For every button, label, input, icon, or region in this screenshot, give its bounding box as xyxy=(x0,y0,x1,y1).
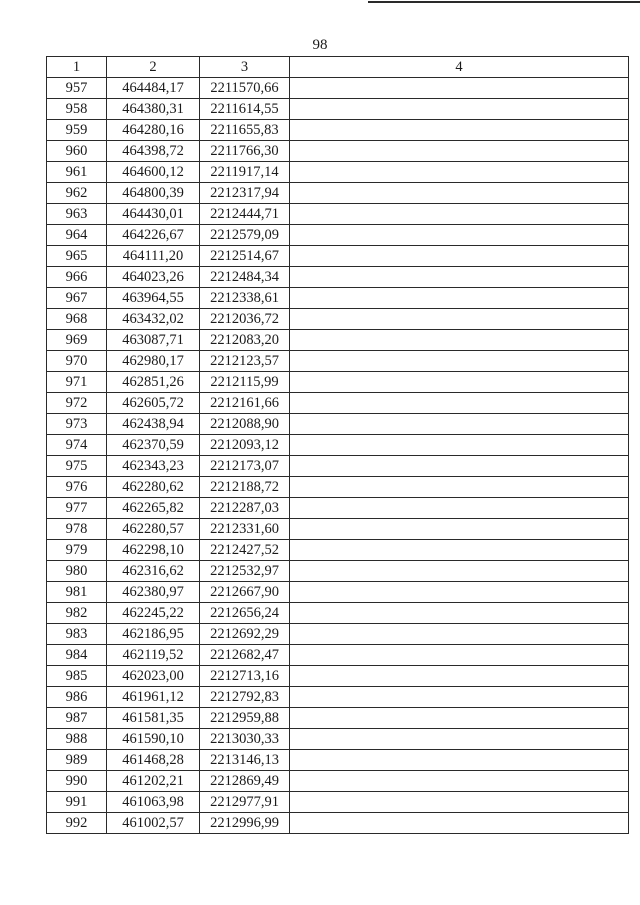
cell-x-coordinate: 462370,59 xyxy=(107,435,200,456)
table-row xyxy=(47,162,629,183)
cell-y-coordinate: 2211917,14 xyxy=(200,162,290,183)
cell-x-coordinate: 461961,12 xyxy=(107,687,200,708)
cell-point-number: 983 xyxy=(47,624,107,645)
cell-y-coordinate: 2212123,57 xyxy=(200,351,290,372)
cell-notes xyxy=(290,456,629,477)
table-row xyxy=(47,477,629,498)
cell-x-coordinate: 461063,98 xyxy=(107,792,200,813)
cell-notes xyxy=(290,792,629,813)
cell-notes xyxy=(290,477,629,498)
cell-x-coordinate: 464800,39 xyxy=(107,183,200,204)
cell-notes xyxy=(290,813,629,834)
cell-notes xyxy=(290,414,629,435)
cell-x-coordinate: 462605,72 xyxy=(107,393,200,414)
cell-x-coordinate: 464280,16 xyxy=(107,120,200,141)
cell-point-number: 966 xyxy=(47,267,107,288)
cell-y-coordinate: 2212093,12 xyxy=(200,435,290,456)
cell-point-number: 979 xyxy=(47,540,107,561)
cell-y-coordinate: 2212682,47 xyxy=(200,645,290,666)
cell-notes xyxy=(290,645,629,666)
cell-point-number: 959 xyxy=(47,120,107,141)
cell-x-coordinate: 464023,26 xyxy=(107,267,200,288)
cell-y-coordinate: 2211614,55 xyxy=(200,99,290,120)
cell-point-number: 970 xyxy=(47,351,107,372)
table-row xyxy=(47,183,629,204)
cell-point-number: 972 xyxy=(47,393,107,414)
cell-y-coordinate: 2212977,91 xyxy=(200,792,290,813)
cell-x-coordinate: 464111,20 xyxy=(107,246,200,267)
cell-y-coordinate: 2212792,83 xyxy=(200,687,290,708)
cell-point-number: 973 xyxy=(47,414,107,435)
cell-notes xyxy=(290,666,629,687)
cell-y-coordinate: 2213030,33 xyxy=(200,729,290,750)
cell-x-coordinate: 464430,01 xyxy=(107,204,200,225)
cell-x-coordinate: 462280,62 xyxy=(107,477,200,498)
cell-x-coordinate: 462186,95 xyxy=(107,624,200,645)
cell-x-coordinate: 463432,02 xyxy=(107,309,200,330)
cell-y-coordinate: 2212173,07 xyxy=(200,456,290,477)
cell-notes xyxy=(290,120,629,141)
cell-point-number: 968 xyxy=(47,309,107,330)
table-row xyxy=(47,204,629,225)
cell-notes xyxy=(290,330,629,351)
cell-point-number: 991 xyxy=(47,792,107,813)
cell-point-number: 988 xyxy=(47,729,107,750)
cell-y-coordinate: 2212532,97 xyxy=(200,561,290,582)
cell-x-coordinate: 462119,52 xyxy=(107,645,200,666)
cell-y-coordinate: 2212667,90 xyxy=(200,582,290,603)
top-border-line xyxy=(368,1,640,3)
cell-x-coordinate: 464600,12 xyxy=(107,162,200,183)
cell-notes xyxy=(290,729,629,750)
cell-x-coordinate: 462316,62 xyxy=(107,561,200,582)
cell-x-coordinate: 462245,22 xyxy=(107,603,200,624)
cell-x-coordinate: 462438,94 xyxy=(107,414,200,435)
cell-y-coordinate: 2212427,52 xyxy=(200,540,290,561)
cell-notes xyxy=(290,183,629,204)
table-row xyxy=(47,498,629,519)
cell-x-coordinate: 464226,67 xyxy=(107,225,200,246)
cell-point-number: 971 xyxy=(47,372,107,393)
table-row xyxy=(47,414,629,435)
table-row xyxy=(47,393,629,414)
cell-x-coordinate: 462280,57 xyxy=(107,519,200,540)
cell-point-number: 960 xyxy=(47,141,107,162)
cell-x-coordinate: 464380,31 xyxy=(107,99,200,120)
table-row xyxy=(47,120,629,141)
cell-point-number: 978 xyxy=(47,519,107,540)
cell-point-number: 969 xyxy=(47,330,107,351)
cell-y-coordinate: 2213146,13 xyxy=(200,750,290,771)
table-row xyxy=(47,519,629,540)
table-row xyxy=(47,78,629,99)
cell-point-number: 986 xyxy=(47,687,107,708)
cell-notes xyxy=(290,687,629,708)
cell-y-coordinate: 2212036,72 xyxy=(200,309,290,330)
table-body xyxy=(47,78,629,834)
cell-notes xyxy=(290,498,629,519)
table-row xyxy=(47,687,629,708)
table-row xyxy=(47,309,629,330)
cell-notes xyxy=(290,204,629,225)
cell-y-coordinate: 2212484,34 xyxy=(200,267,290,288)
table-row xyxy=(47,267,629,288)
table-row xyxy=(47,540,629,561)
table-row xyxy=(47,288,629,309)
cell-point-number: 992 xyxy=(47,813,107,834)
cell-x-coordinate: 464484,17 xyxy=(107,78,200,99)
cell-y-coordinate: 2212161,66 xyxy=(200,393,290,414)
table-row xyxy=(47,708,629,729)
cell-y-coordinate: 2212579,09 xyxy=(200,225,290,246)
cell-y-coordinate: 2212088,90 xyxy=(200,414,290,435)
table-row xyxy=(47,750,629,771)
cell-point-number: 967 xyxy=(47,288,107,309)
cell-y-coordinate: 2212338,61 xyxy=(200,288,290,309)
cell-point-number: 964 xyxy=(47,225,107,246)
cell-y-coordinate: 2212713,16 xyxy=(200,666,290,687)
cell-y-coordinate: 2212656,24 xyxy=(200,603,290,624)
table-row xyxy=(47,582,629,603)
table-row xyxy=(47,729,629,750)
cell-point-number: 987 xyxy=(47,708,107,729)
page-number: 98 xyxy=(312,37,328,53)
table-row xyxy=(47,813,629,834)
cell-notes xyxy=(290,603,629,624)
cell-y-coordinate: 2212083,20 xyxy=(200,330,290,351)
table-row xyxy=(47,141,629,162)
table-row xyxy=(47,666,629,687)
cell-y-coordinate: 2212188,72 xyxy=(200,477,290,498)
table-row xyxy=(47,372,629,393)
table-row xyxy=(47,246,629,267)
table-row xyxy=(47,645,629,666)
cell-notes xyxy=(290,267,629,288)
cell-notes xyxy=(290,624,629,645)
cell-x-coordinate: 462851,26 xyxy=(107,372,200,393)
cell-y-coordinate: 2212287,03 xyxy=(200,498,290,519)
cell-x-coordinate: 461581,35 xyxy=(107,708,200,729)
table-header-row xyxy=(47,57,629,78)
cell-y-coordinate: 2212317,94 xyxy=(200,183,290,204)
table-row xyxy=(47,351,629,372)
table-row xyxy=(47,225,629,246)
table-row xyxy=(47,792,629,813)
column-header-y: 3 xyxy=(200,57,290,78)
cell-point-number: 982 xyxy=(47,603,107,624)
cell-x-coordinate: 464398,72 xyxy=(107,141,200,162)
cell-notes xyxy=(290,393,629,414)
table-row xyxy=(47,771,629,792)
cell-y-coordinate: 2211766,30 xyxy=(200,141,290,162)
cell-x-coordinate: 462023,00 xyxy=(107,666,200,687)
cell-x-coordinate: 462343,23 xyxy=(107,456,200,477)
table-row xyxy=(47,624,629,645)
cell-x-coordinate: 461202,21 xyxy=(107,771,200,792)
cell-y-coordinate: 2212959,88 xyxy=(200,708,290,729)
cell-x-coordinate: 462298,10 xyxy=(107,540,200,561)
cell-point-number: 963 xyxy=(47,204,107,225)
cell-notes xyxy=(290,372,629,393)
cell-y-coordinate: 2211655,83 xyxy=(200,120,290,141)
cell-y-coordinate: 2212996,99 xyxy=(200,813,290,834)
table-row xyxy=(47,603,629,624)
cell-x-coordinate: 461002,57 xyxy=(107,813,200,834)
cell-notes xyxy=(290,435,629,456)
cell-x-coordinate: 463087,71 xyxy=(107,330,200,351)
cell-y-coordinate: 2211570,66 xyxy=(200,78,290,99)
cell-point-number: 962 xyxy=(47,183,107,204)
cell-point-number: 961 xyxy=(47,162,107,183)
cell-y-coordinate: 2212115,99 xyxy=(200,372,290,393)
cell-y-coordinate: 2212692,29 xyxy=(200,624,290,645)
cell-notes xyxy=(290,141,629,162)
cell-x-coordinate: 462980,17 xyxy=(107,351,200,372)
cell-notes xyxy=(290,561,629,582)
cell-point-number: 980 xyxy=(47,561,107,582)
cell-x-coordinate: 461590,10 xyxy=(107,729,200,750)
table-row xyxy=(47,561,629,582)
cell-notes xyxy=(290,99,629,120)
cell-y-coordinate: 2212331,60 xyxy=(200,519,290,540)
cell-notes xyxy=(290,771,629,792)
cell-y-coordinate: 2212514,67 xyxy=(200,246,290,267)
cell-notes xyxy=(290,309,629,330)
cell-point-number: 975 xyxy=(47,456,107,477)
cell-x-coordinate: 461468,28 xyxy=(107,750,200,771)
cell-point-number: 965 xyxy=(47,246,107,267)
cell-notes xyxy=(290,519,629,540)
cell-point-number: 958 xyxy=(47,99,107,120)
cell-y-coordinate: 2212444,71 xyxy=(200,204,290,225)
cell-point-number: 984 xyxy=(47,645,107,666)
cell-x-coordinate: 463964,55 xyxy=(107,288,200,309)
cell-notes xyxy=(290,540,629,561)
table-row xyxy=(47,456,629,477)
cell-notes xyxy=(290,162,629,183)
cell-point-number: 976 xyxy=(47,477,107,498)
cell-point-number: 957 xyxy=(47,78,107,99)
cell-point-number: 989 xyxy=(47,750,107,771)
column-header-x: 2 xyxy=(107,57,200,78)
cell-point-number: 977 xyxy=(47,498,107,519)
coordinates-table xyxy=(46,56,629,834)
cell-notes xyxy=(290,708,629,729)
cell-notes xyxy=(290,246,629,267)
cell-notes xyxy=(290,351,629,372)
table-row xyxy=(47,330,629,351)
table-row xyxy=(47,435,629,456)
cell-point-number: 974 xyxy=(47,435,107,456)
cell-notes xyxy=(290,750,629,771)
cell-notes xyxy=(290,78,629,99)
cell-point-number: 981 xyxy=(47,582,107,603)
cell-notes xyxy=(290,225,629,246)
cell-point-number: 990 xyxy=(47,771,107,792)
cell-y-coordinate: 2212869,49 xyxy=(200,771,290,792)
table-row xyxy=(47,99,629,120)
cell-notes xyxy=(290,582,629,603)
column-header-point: 1 xyxy=(47,57,107,78)
cell-notes xyxy=(290,288,629,309)
cell-x-coordinate: 462265,82 xyxy=(107,498,200,519)
cell-point-number: 985 xyxy=(47,666,107,687)
cell-x-coordinate: 462380,97 xyxy=(107,582,200,603)
column-header-notes: 4 xyxy=(290,57,629,78)
